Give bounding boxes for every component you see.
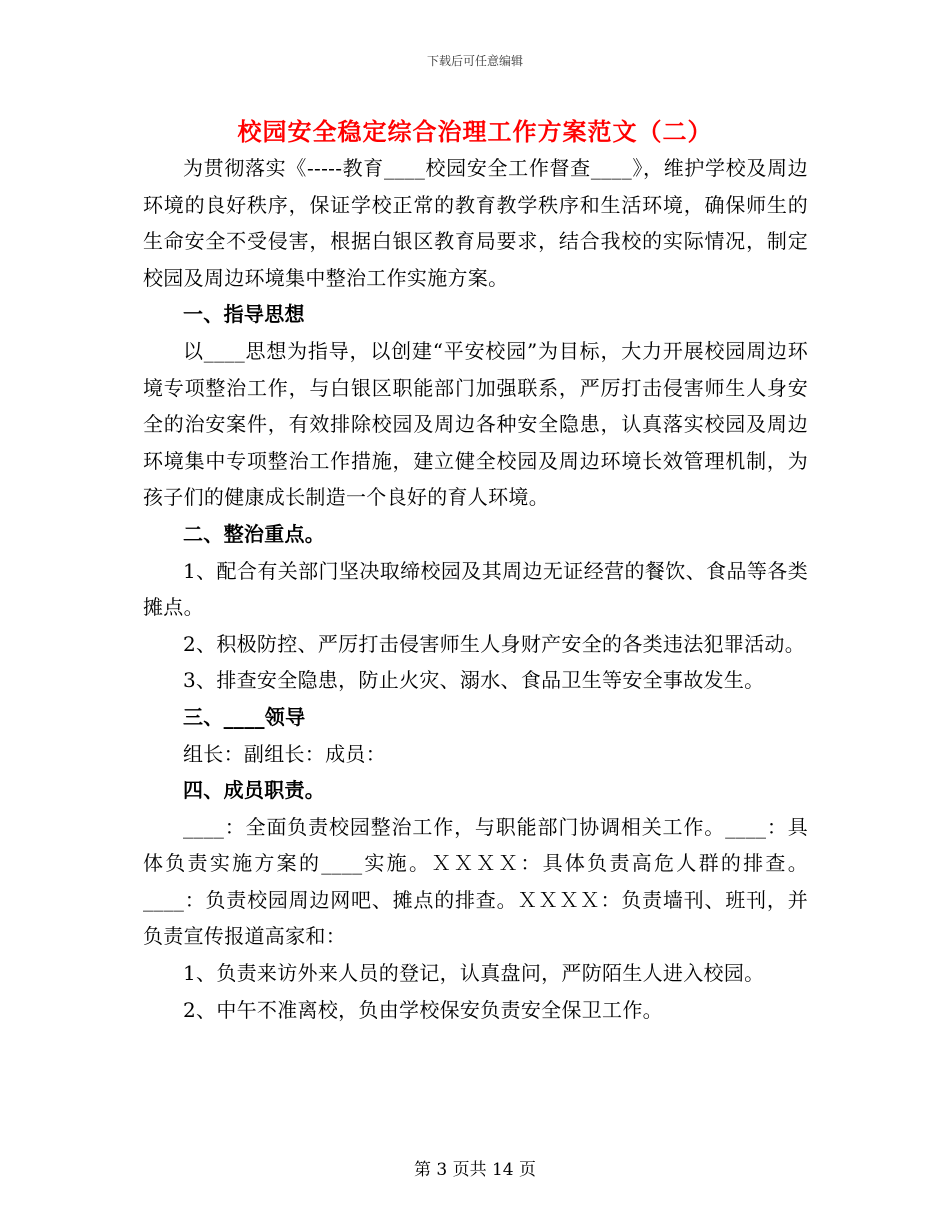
key-point-item: 3、排查安全隐患，防止火灾、溺水、食品卫生等安全事故发生。 (183, 668, 765, 693)
member-duties-paragraph: ____：全面负责校园整治工作，与职能部门协调相关工作。____：具体负责实施方案的____实施。ＸＸＸＸ：具体负责高危人群的排查。____：负责校园周边网吧、摊点的排查。ＸＸＸＸ：负责墙刊、班刊，并负责宣传报道高家和： (143, 814, 808, 949)
section-heading-leadership: 三、____领导 (183, 704, 306, 729)
guiding-ideology-paragraph: 以____思想为指导，以创建“平安校园”为目标，大力开展校园周边环境专项整治工作，与白银区职能部门加强联系，严厉打击侵害师生人身安全的治安案件，有效排除校园及周边各种安全隐患，认真落实校园及周边环境集中专项整治工作措施，建立健全校园及周边环境长效管理机制，为孩子们的健康成长制造一个良好的育人环境。 (143, 338, 808, 510)
page-footer-page-number: 第 3 页共 14 页 (413, 1160, 537, 1180)
section-heading-member-duties: 四、成员职责。 (183, 778, 326, 803)
key-point-item: 1、配合有关部门坚决取缔校园及其周边无证经营的餐饮、食品等各类摊点。 (143, 558, 808, 620)
leadership-members-line: 组长：副组长：成员： (183, 741, 386, 766)
document-body (143, 150, 808, 1028)
section-heading-key-points: 二、整治重点。 (183, 521, 326, 546)
page-header-note: 下载后可任意编辑 (426, 54, 523, 68)
duty-item: 2、中午不准离校，负由学校保安负责安全保卫工作。 (183, 997, 663, 1022)
section-heading-guiding-ideology: 一、指导思想 (183, 302, 305, 327)
document-title: 校园安全稳定综合治理工作方案范文（二） (237, 118, 713, 146)
intro-paragraph: 为贯彻落实《-----教育____校园安全工作督查____》，维护学校及周边环境的良好秩序，保证学校正常的教育教学秩序和生活环境，确保师生的生命安全不受侵害，根据白银区教育局要求，结合我校的实际情况，制定校园及周边环境集中整治工作实施方案。 (143, 156, 808, 290)
key-point-item: 2、积极防控、严厉打击侵害师生人身财产安全的各类违法犯罪活动。 (183, 631, 806, 656)
duty-item: 1、负责来访外来人员的登记，认真盘问，严防陌生人进入校园。 (183, 961, 765, 986)
